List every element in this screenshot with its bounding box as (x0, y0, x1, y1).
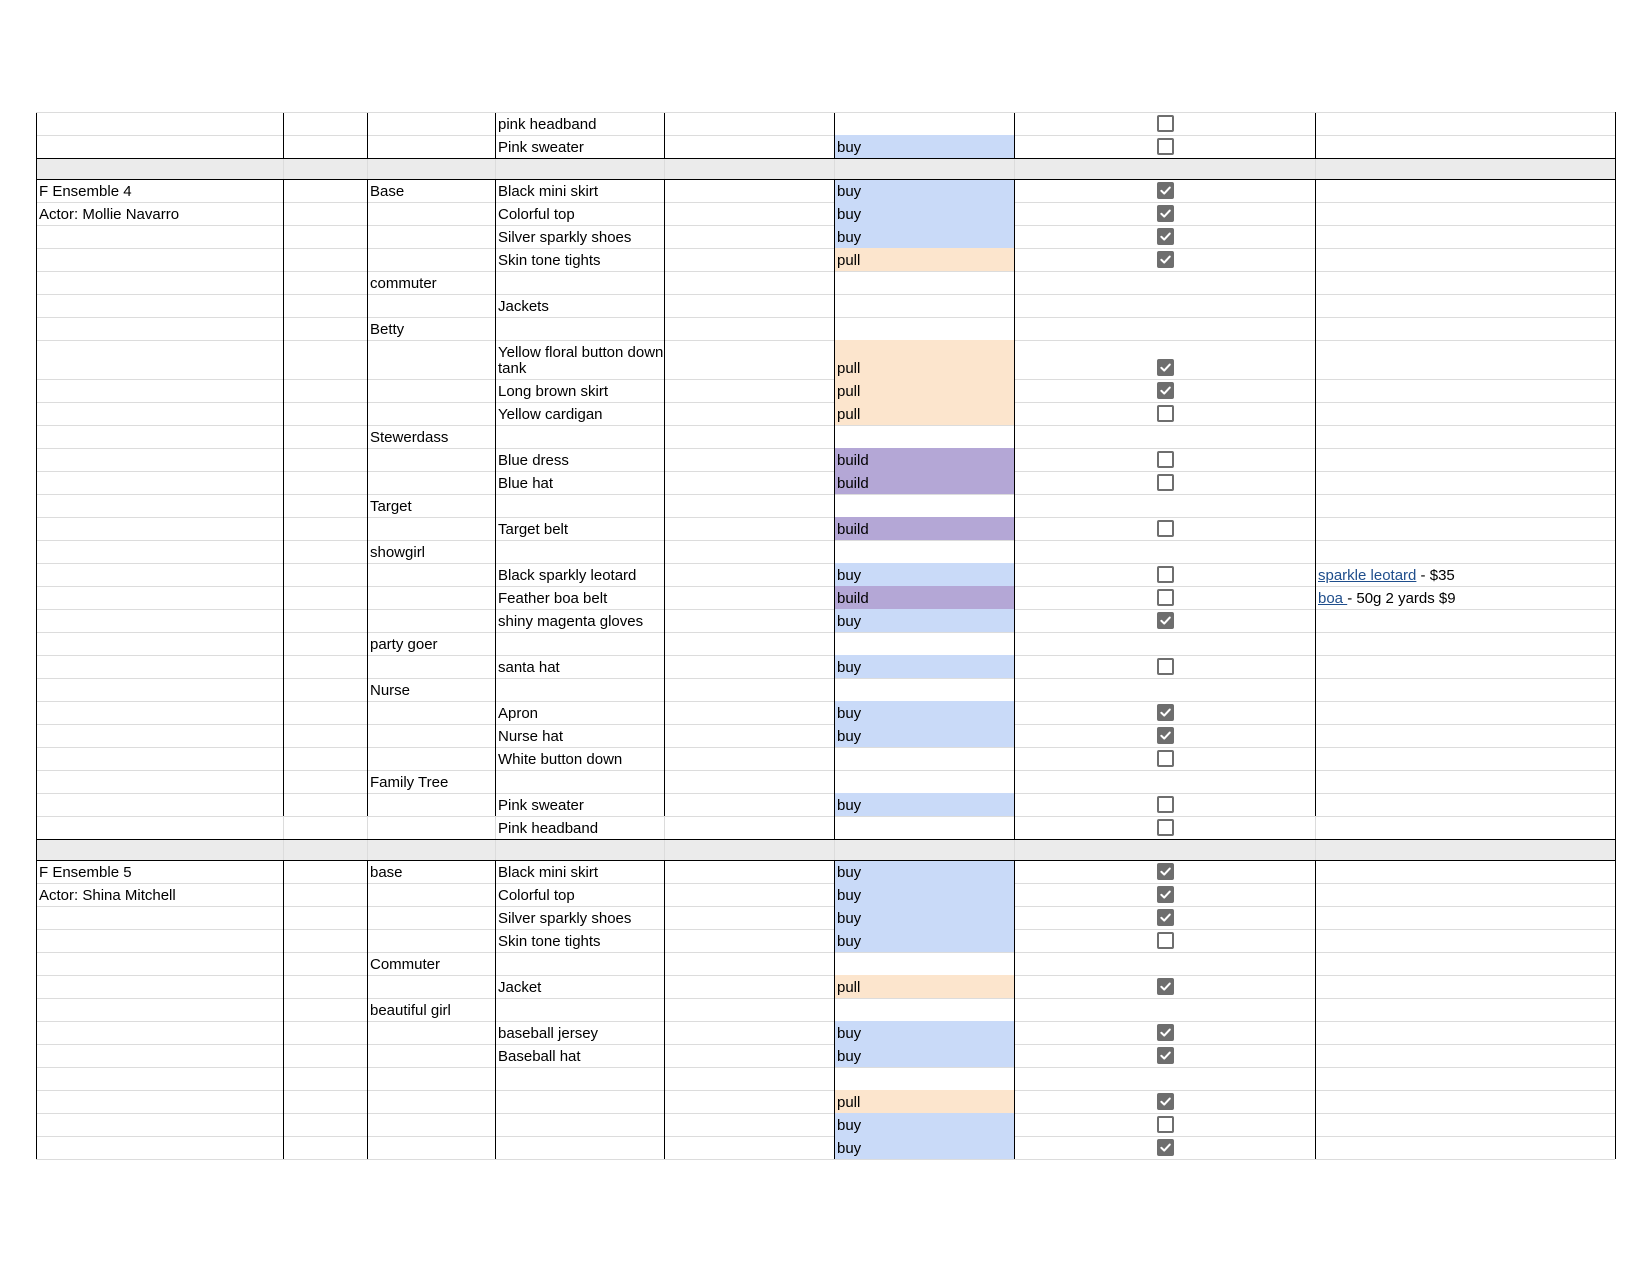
column-divider (1615, 158, 1616, 179)
column-divider (283, 179, 284, 816)
item-name-text: shiny magenta gloves (498, 613, 644, 630)
ensemble-label-text: F Ensemble 5 (39, 864, 132, 881)
status-label-text: buy (837, 887, 862, 904)
look-label-text: beautiful girl (370, 1002, 451, 1019)
look-label (367, 179, 495, 202)
row-divider (36, 248, 1615, 249)
row-divider (36, 340, 1615, 341)
item-name (495, 225, 664, 248)
column-divider (283, 816, 284, 839)
status-label-text: buy (837, 1117, 862, 1134)
row-divider (36, 952, 1615, 953)
status-label-text: build (837, 452, 869, 469)
status-label (834, 906, 1014, 929)
column-divider (495, 816, 496, 839)
column-divider (664, 179, 665, 816)
look-label-text: commuter (370, 275, 437, 292)
row-divider (36, 225, 1615, 226)
item-name (495, 747, 664, 770)
status-label-text: buy (837, 139, 862, 156)
status-label (834, 248, 1014, 271)
ensemble-label (36, 179, 283, 202)
status-label-text: buy (837, 705, 862, 722)
checkbox-checked[interactable] (1157, 182, 1174, 199)
checkbox-checked[interactable] (1157, 1093, 1174, 1110)
column-divider (367, 816, 368, 839)
ensemble-label-text: Actor: Mollie Navarro (39, 206, 180, 223)
row-divider (36, 724, 1615, 725)
look-label (367, 494, 495, 517)
item-name-text: Colorful top (498, 887, 575, 904)
row-divider (36, 402, 1615, 403)
item-name (495, 793, 664, 816)
item-name-text: santa hat (498, 659, 560, 676)
item-name (495, 1021, 664, 1044)
status-label (834, 724, 1014, 747)
checkbox-unchecked[interactable] (1157, 932, 1174, 949)
item-name-text: Apron (498, 705, 539, 722)
item-name (495, 340, 664, 379)
row-divider (36, 1067, 1615, 1068)
item-name (495, 202, 664, 225)
item-name (495, 379, 664, 402)
item-name (495, 860, 664, 883)
checkbox-checked[interactable] (1157, 704, 1174, 721)
status-label-text: buy (837, 567, 862, 584)
look-label (367, 540, 495, 563)
checkbox-checked[interactable] (1157, 251, 1174, 268)
item-name-text: Skin tone tights (498, 252, 601, 269)
checkbox-checked[interactable] (1157, 205, 1174, 222)
item-name (495, 586, 664, 609)
column-divider (834, 158, 835, 179)
item-name-text: Yellow floral button down tank (498, 344, 664, 377)
status-label (834, 1136, 1014, 1159)
status-label (834, 471, 1014, 494)
status-label (834, 586, 1014, 609)
item-name-text: Long brown skirt (498, 383, 609, 400)
status-label-text: buy (837, 1048, 862, 1065)
column-divider (664, 860, 665, 1159)
look-label-text: Base (370, 183, 405, 200)
status-label (834, 1113, 1014, 1136)
item-name-text: Black mini skirt (498, 183, 599, 200)
checkbox-checked[interactable] (1157, 727, 1174, 744)
checkbox-checked[interactable] (1157, 863, 1174, 880)
status-label (834, 1044, 1014, 1067)
checkbox-unchecked[interactable] (1157, 138, 1174, 155)
status-label-text: buy (837, 1140, 862, 1157)
item-name-text: Blue dress (498, 452, 569, 469)
row-divider (36, 678, 1615, 679)
item-name-text: Pink headband (498, 820, 599, 837)
item-name (495, 609, 664, 632)
column-divider (36, 839, 37, 860)
item-name (495, 112, 664, 135)
item-name (495, 135, 664, 158)
row-divider (36, 655, 1615, 656)
item-name-text: Silver sparkly shoes (498, 910, 632, 927)
column-divider (1315, 112, 1316, 158)
row-divider (36, 632, 1615, 633)
row-divider (36, 379, 1615, 380)
item-name-text: baseball jersey (498, 1025, 599, 1042)
section-border (36, 158, 1615, 159)
item-name (495, 471, 664, 494)
checkbox-checked[interactable] (1157, 612, 1174, 629)
ensemble-label (36, 860, 283, 883)
status-label (834, 929, 1014, 952)
status-label-text: buy (837, 183, 862, 200)
checkbox-unchecked[interactable] (1157, 520, 1174, 537)
item-name-text: Yellow cardigan (498, 406, 603, 423)
look-label (367, 860, 495, 883)
item-name-text: Pink sweater (498, 797, 584, 814)
checkbox-unchecked[interactable] (1157, 451, 1174, 468)
look-label-text: base (370, 864, 403, 881)
look-label (367, 998, 495, 1021)
item-name (495, 655, 664, 678)
item-name-text: Feather boa belt (498, 590, 608, 607)
row-divider (36, 975, 1615, 976)
checkbox-checked[interactable] (1157, 1024, 1174, 1041)
look-label-text: Family Tree (370, 774, 449, 791)
table-top-edge (36, 112, 1615, 113)
column-divider (36, 179, 37, 839)
item-name-text: Silver sparkly shoes (498, 229, 632, 246)
status-label-text: pull (837, 360, 861, 377)
column-divider (495, 179, 496, 816)
column-divider (283, 839, 284, 860)
column-divider (1615, 860, 1616, 1159)
column-divider (495, 112, 496, 158)
row-divider (36, 906, 1615, 907)
look-label-text: Commuter (370, 956, 441, 973)
item-name (495, 701, 664, 724)
source-price: - $35 (1416, 567, 1455, 584)
section-separator (36, 158, 1615, 179)
source-link[interactable]: boa (1318, 590, 1348, 607)
row-divider (36, 317, 1615, 318)
checkbox-checked[interactable] (1157, 1139, 1174, 1156)
status-label-text: buy (837, 613, 862, 630)
item-name-text: pink headband (498, 116, 597, 133)
status-label-text: buy (837, 206, 862, 223)
checkbox-checked[interactable] (1157, 1047, 1174, 1064)
status-label (834, 975, 1014, 998)
checkbox-unchecked[interactable] (1157, 474, 1174, 491)
checkbox-checked[interactable] (1157, 909, 1174, 926)
look-label (367, 770, 495, 793)
column-divider (664, 158, 665, 179)
item-name-text: Black mini skirt (498, 864, 599, 881)
column-divider (1615, 839, 1616, 860)
column-divider (367, 839, 368, 860)
status-label-text: buy (837, 933, 862, 950)
item-name (495, 248, 664, 271)
checkbox-unchecked[interactable] (1157, 750, 1174, 767)
row-divider (36, 770, 1615, 771)
status-label (834, 135, 1014, 158)
row-divider (36, 471, 1615, 472)
row-divider (36, 1136, 1615, 1137)
column-divider (1315, 860, 1316, 1159)
look-label (367, 678, 495, 701)
item-name-text: Target belt (498, 521, 569, 538)
status-label (834, 379, 1014, 402)
look-label-text: Nurse (370, 682, 411, 699)
status-label-text: build (837, 475, 869, 492)
checkbox-unchecked[interactable] (1157, 405, 1174, 422)
checkbox-checked[interactable] (1157, 359, 1174, 376)
column-divider (495, 860, 496, 1159)
item-name (495, 563, 664, 586)
column-divider (367, 112, 368, 158)
row-divider (36, 1090, 1615, 1091)
status-label-text: pull (837, 1094, 861, 1111)
item-name (495, 929, 664, 952)
item-name-text: Jackets (498, 298, 549, 315)
column-divider (1315, 179, 1316, 816)
checkbox-unchecked[interactable] (1157, 658, 1174, 675)
item-name-text: White button down (498, 751, 623, 768)
item-name-text: Pink sweater (498, 139, 584, 156)
column-divider (1315, 839, 1316, 860)
column-divider (834, 860, 835, 1159)
look-label (367, 632, 495, 655)
look-label (367, 317, 495, 340)
item-name (495, 883, 664, 906)
checkbox-unchecked[interactable] (1157, 589, 1174, 606)
status-label (834, 793, 1014, 816)
status-label (834, 1021, 1014, 1044)
column-divider (834, 112, 835, 158)
look-label (367, 271, 495, 294)
column-divider (1615, 179, 1616, 839)
look-label-text: Stewerdass (370, 429, 449, 446)
row-divider (36, 1021, 1615, 1022)
row-divider (36, 1113, 1615, 1114)
section-border (36, 179, 1615, 180)
column-divider (1014, 839, 1015, 860)
checkbox-unchecked[interactable] (1157, 796, 1174, 813)
column-divider (36, 158, 37, 179)
item-name-text: Blue hat (498, 475, 554, 492)
source-note (1315, 563, 1615, 586)
row-divider (36, 701, 1615, 702)
status-label-text: buy (837, 864, 862, 881)
column-divider (367, 158, 368, 179)
section-separator (36, 839, 1615, 860)
column-divider (1014, 158, 1015, 179)
status-label (834, 517, 1014, 540)
row-divider (36, 816, 1615, 817)
row-divider (36, 517, 1615, 518)
source-note-content (1318, 568, 1615, 584)
column-divider (283, 158, 284, 179)
status-label-text: pull (837, 252, 861, 269)
status-label (834, 701, 1014, 724)
checkbox-unchecked[interactable] (1157, 819, 1174, 836)
column-divider (1014, 112, 1015, 158)
column-divider (834, 179, 835, 839)
column-divider (36, 860, 37, 1159)
item-name-text: Colorful top (498, 206, 575, 223)
column-divider (1315, 158, 1316, 179)
status-label-text: pull (837, 406, 861, 423)
checkbox-unchecked[interactable] (1157, 566, 1174, 583)
checkbox-unchecked[interactable] (1157, 115, 1174, 132)
look-label (367, 425, 495, 448)
section-border (36, 839, 1615, 840)
status-label-text: pull (837, 383, 861, 400)
item-name (495, 975, 664, 998)
column-divider (1615, 112, 1616, 158)
row-divider (36, 998, 1615, 999)
look-label (367, 952, 495, 975)
checkbox-unchecked[interactable] (1157, 1116, 1174, 1133)
row-divider (36, 1159, 1615, 1160)
item-name-text: Jacket (498, 979, 542, 996)
item-name (495, 294, 664, 317)
column-divider (664, 816, 665, 839)
column-divider (36, 112, 37, 158)
status-label (834, 202, 1014, 225)
row-divider (36, 747, 1615, 748)
status-label (834, 609, 1014, 632)
item-name (495, 179, 664, 202)
row-divider (36, 294, 1615, 295)
row-divider (36, 1044, 1615, 1045)
column-divider (1014, 860, 1015, 1159)
item-name (495, 816, 664, 839)
status-label (834, 225, 1014, 248)
row-divider (36, 929, 1615, 930)
row-divider (36, 494, 1615, 495)
checkbox-checked[interactable] (1157, 886, 1174, 903)
column-divider (664, 112, 665, 158)
source-note-content (1318, 591, 1615, 607)
item-name-text: Skin tone tights (498, 933, 601, 950)
checkbox-checked[interactable] (1157, 382, 1174, 399)
row-divider (36, 271, 1615, 272)
status-label-text: build (837, 590, 869, 607)
row-divider (36, 609, 1615, 610)
ensemble-label (36, 202, 283, 225)
source-link[interactable]: sparkle leotard (1318, 567, 1417, 584)
status-label (834, 448, 1014, 471)
look-label-text: Betty (370, 321, 405, 338)
item-name-text: Nurse hat (498, 728, 564, 745)
status-label (834, 563, 1014, 586)
column-divider (367, 860, 368, 1159)
status-label (834, 402, 1014, 425)
item-name (495, 724, 664, 747)
column-divider (664, 839, 665, 860)
look-label-text: party goer (370, 636, 438, 653)
status-label (834, 655, 1014, 678)
status-label (834, 340, 1014, 379)
status-label-text: buy (837, 1025, 862, 1042)
status-label-text: buy (837, 659, 862, 676)
ensemble-label-text: F Ensemble 4 (39, 183, 132, 200)
status-label-text: build (837, 521, 869, 538)
ensemble-label-text: Actor: Shina Mitchell (39, 887, 176, 904)
status-label-text: buy (837, 797, 862, 814)
column-divider (283, 112, 284, 158)
source-note (1315, 586, 1615, 609)
row-divider (36, 540, 1615, 541)
ensemble-label (36, 883, 283, 906)
column-divider (495, 158, 496, 179)
column-divider (367, 179, 368, 816)
status-label-text: buy (837, 728, 862, 745)
row-divider (36, 448, 1615, 449)
status-label (834, 860, 1014, 883)
look-label-text: Target (370, 498, 412, 515)
item-name-text: Baseball hat (498, 1048, 581, 1065)
item-name (495, 1044, 664, 1067)
item-name (495, 402, 664, 425)
status-label-text: buy (837, 910, 862, 927)
status-label-text: pull (837, 979, 861, 996)
row-divider (36, 793, 1615, 794)
status-label-text: buy (837, 229, 862, 246)
row-divider (36, 135, 1615, 136)
checkbox-checked[interactable] (1157, 228, 1174, 245)
status-label (834, 1090, 1014, 1113)
column-divider (495, 839, 496, 860)
item-name (495, 906, 664, 929)
status-label (834, 883, 1014, 906)
column-divider (1315, 816, 1316, 839)
item-name (495, 448, 664, 471)
row-divider (36, 425, 1615, 426)
column-divider (1014, 179, 1015, 839)
status-label (834, 179, 1014, 202)
checkbox-checked[interactable] (1157, 978, 1174, 995)
column-divider (834, 839, 835, 860)
source-price: - 50g 2 yards $9 (1347, 590, 1456, 607)
look-label-text: showgirl (370, 544, 426, 561)
item-name (495, 517, 664, 540)
item-name-text: Black sparkly leotard (498, 567, 637, 584)
column-divider (283, 860, 284, 1159)
section-border (36, 860, 1615, 861)
